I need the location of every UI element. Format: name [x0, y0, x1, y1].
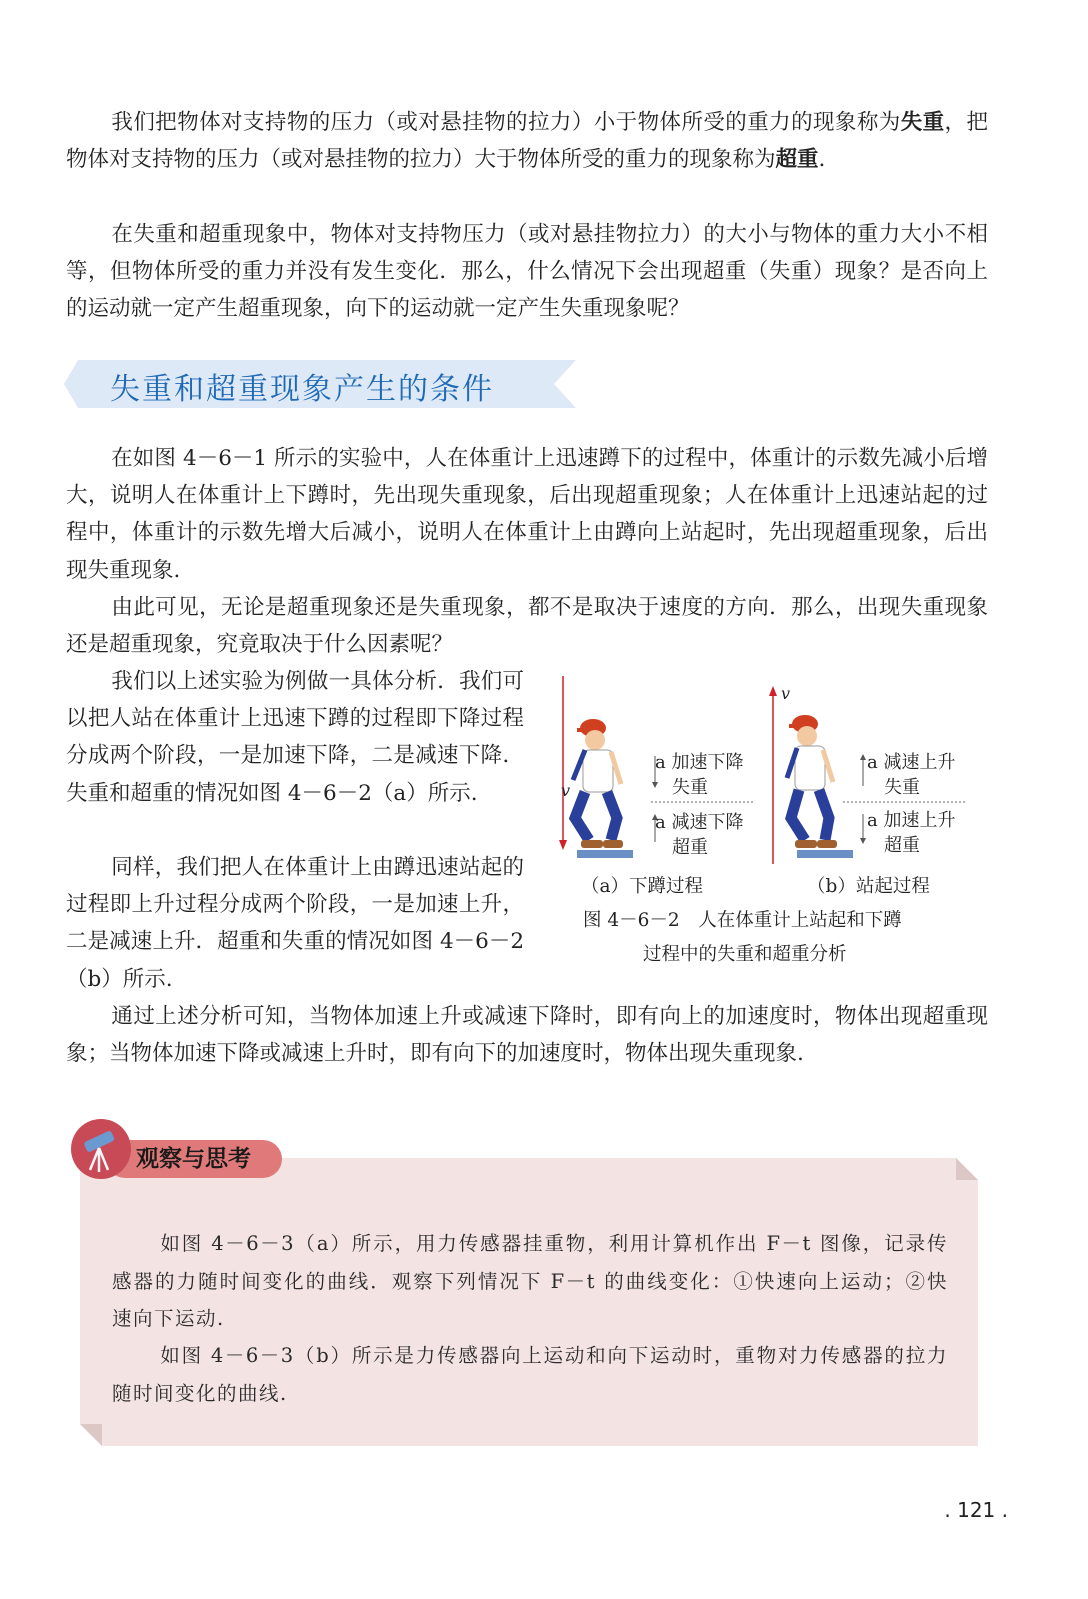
velocity-label-a: v	[561, 781, 571, 800]
paragraph-question: 在失重和超重现象中，物体对支持物压力（或对悬挂物拉力）的大小与物体的重力大小不相等，但物体所受的重力并没有发生变化．那么，什么情况下会出现超重（失重）现象？是否向上的运动就一定产生超重现象，向下的运动就一定产生失重现象呢？	[66, 222, 988, 322]
subcaption-b: （b）站起过程	[807, 876, 930, 897]
label-accel-down: a 加速下降	[655, 752, 744, 773]
paragraph-analysis-up: 同样，我们把人在体重计上由蹲迅速站起的过程即上升过程分成两个阶段，一是加速上升，二是减速上升．超重和失重的情况如图 4－6－2（b）所示.	[66, 855, 524, 992]
page-number: . 121 .	[944, 1498, 1008, 1522]
figure-caption-line1: 图 4－6－2 人在体重计上站起和下蹲	[583, 910, 902, 931]
paragraph-analysis-down: 我们以上述实验为例做一具体分析．我们可以把人站在体重计上迅速下蹲的过程即下降过程分成两个阶段，一是加速下降，二是减速下降．失重和超重的情况如图 4－6－2（a）所示.	[66, 669, 524, 806]
velocity-label-b: v	[781, 684, 791, 703]
term-overweight: 超重	[775, 147, 819, 173]
label-decel-down: a 减速下降	[655, 812, 744, 833]
figure-caption-line2: 过程中的失重和超重分析	[643, 944, 847, 965]
label-accel-up: a 加速上升	[867, 810, 956, 831]
label-overweight-a: 超重	[672, 837, 708, 858]
paragraph-experiment: 在如图 4－6－1 所示的实验中，人在体重计上迅速蹲下的过程中，体重计的示数先减小后增大，说明人在体重计上下蹲时，先出现失重现象，后出现超重现象；人在体重计上迅速站起的过程中，体重计的示数先增大后减小，说明人在体重计上由蹲向上站起时，先出现超重现象，后出现失重现象.	[66, 446, 988, 583]
label-overweight-b: 超重	[884, 835, 920, 856]
label-decel-up: a 减速上升	[867, 752, 956, 773]
term-weightlessness: 失重	[900, 110, 945, 135]
box-paragraph-2: 如图 4－6－3（b）所示是力传感器向上运动和向下运动时，重物对力传感器的拉力随时间变化的曲线.	[112, 1344, 948, 1405]
section-title: 失重和超重现象产生的条件	[110, 372, 494, 407]
person-squatting-a	[573, 719, 633, 858]
paragraph-definition: 我们把物体对支持物的压力（或对悬挂物的拉力）小于物体所受的重力的现象称为失重，把物体对支持物的压力（或对悬挂物的拉力）大于物体所受的重力的现象称为超重.	[66, 110, 988, 173]
label-weightless-b: 失重	[884, 777, 920, 798]
paragraph-conclusion: 由此可见，无论是超重现象还是失重现象，都不是取决于速度的方向．那么，出现失重现象还是超重现象，究竟取决于什么因素呢？	[66, 595, 988, 658]
label-weightless-a: 失重	[672, 777, 708, 798]
person-standing-b	[787, 715, 853, 858]
subcaption-a: （a）下蹲过程	[581, 876, 704, 897]
box-paragraph-1: 如图 4－6－3（a）所示，用力传感器挂重物，利用计算机作出 F－t 图像，记录传感器的力随时间变化的曲线．观察下列情况下 F－t 的曲线变化：①快速向上运动；②快速向下运动.	[112, 1232, 948, 1330]
figure-4-6-2	[555, 668, 975, 968]
badge-title: 观察与思考	[136, 1146, 251, 1172]
paragraph-summary: 通过上述分析可知，当物体加速上升或减速下降时，即有向上的加速度时，物体出现超重现象；当物体加速下降或减速上升时，即有向下的加速度时，物体出现失重现象.	[66, 1004, 988, 1067]
